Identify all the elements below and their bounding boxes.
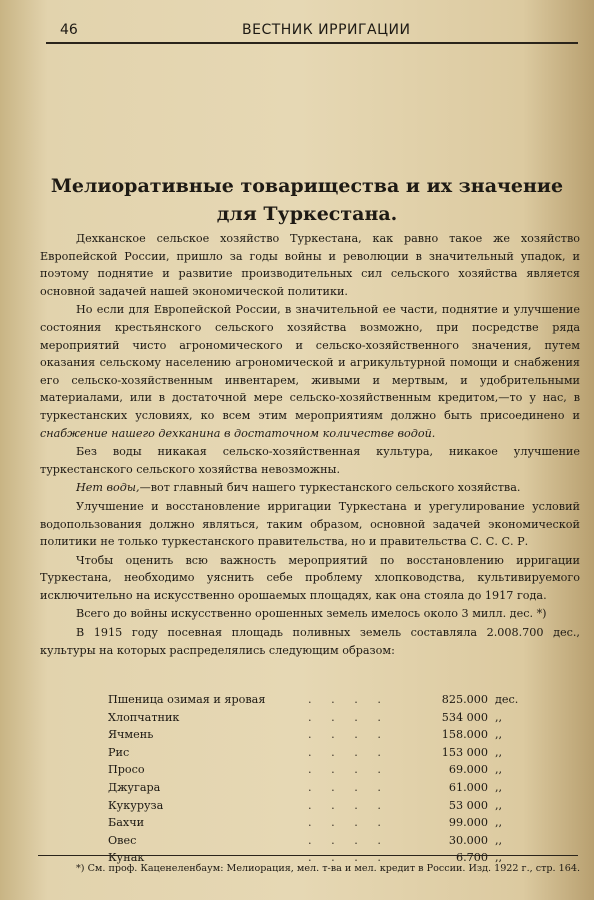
table-row: [108, 744, 528, 762]
running-header: [46, 20, 578, 44]
crop-name: Кукуруза: [108, 798, 164, 812]
leader-dots: . . . .: [308, 728, 389, 742]
table-row: [108, 761, 528, 779]
crop-unit: ,,: [495, 780, 503, 794]
leader-dots: . . . .: [308, 710, 389, 724]
paragraph-3: Без воды никакая сельско-хозяйственная культура, никакое улучшение туркестанского сельского хозяйства невозможны.: [40, 445, 580, 476]
paragraph-6: Чтобы оценить всю важность мероприятий по восстановлению ирригации Туркестана, необходимо уяснить себе проблему хлопководства, культивируемого исключительно на искусственно орошаемых площадях, как она стояла до 1917 года.: [40, 553, 580, 602]
crop-area: 30.000: [448, 833, 488, 847]
crop-name: Просо: [108, 763, 145, 777]
crop-unit: ,,: [495, 710, 503, 724]
crop-area: 53 000: [448, 798, 488, 812]
crop-area: 825.000: [441, 693, 488, 706]
paragraph-5: Улучшение и восстановление ирригации Туркестана и урегулирование условий водопользования должно являться, таким образом, основной задачей экономической политики не только туркестанского правительства, но и правительства С. С. С. Р.: [40, 499, 580, 549]
article-title-line-1: Мелиоративные товарищества и их значение: [50, 175, 564, 197]
leader-dots: . . . .: [308, 798, 389, 812]
leader-dots: . . . .: [308, 851, 389, 865]
table-row: [108, 709, 528, 727]
crop-name: Рис: [108, 745, 130, 759]
article-body: [40, 230, 580, 659]
article-title: [30, 172, 584, 228]
crop-area: 61.000: [448, 780, 488, 794]
journal-title: ВЕСТНИК ИРРИГАЦИИ: [242, 22, 411, 38]
article-title-line-2: для Туркестана.: [216, 203, 398, 225]
table-row: [108, 797, 528, 815]
paragraph-4-emphasis: Нет воды,: [76, 481, 140, 495]
crop-name: Пшеница озимая и яровая: [108, 693, 266, 706]
crop-area: 153 000: [441, 745, 488, 759]
crop-unit: ,,: [495, 851, 503, 865]
crop-name: Ячмень: [108, 728, 154, 742]
crop-unit: ,,: [495, 833, 503, 847]
crop-unit: ,,: [495, 816, 503, 830]
crop-unit: ,,: [495, 798, 503, 812]
footnote-divider: [38, 855, 578, 856]
crop-area: 6.700: [455, 851, 488, 865]
paragraph-4-text: —вот главный бич нашего туркестанского сельского хозяйства.: [139, 481, 521, 495]
leader-dots: . . . .: [308, 745, 389, 759]
crop-area: 534 000: [441, 710, 488, 724]
page-number: 46: [60, 22, 78, 38]
leader-dots: . . . .: [308, 763, 389, 777]
crop-area-table: [108, 691, 528, 867]
paragraph-7: Всего до войны искусственно орошенных земель имелось около 3 милл. дес. *): [76, 607, 547, 621]
paragraph-2-emphasis: снабжение нашего дехканина в достаточном количестве водой.: [40, 426, 436, 440]
paragraph-2-text: Но если для Европейской России, в значительной ее части, поднятие и улучшение состояния крестьянского сельского хозяйства возможно, при посредстве ряда мероприятий чисто агрономического и сельско-хозяйственного значения, путем оказания сельскому населению агрономической и агрикультурной помощи и снабжения его сельско-хозяйственным инвентарем, живыми и мертвым, и удобрительными материалами, или в достаточной мере сельско-хозяйственным кредитом,—то у нас, в туркестанских условиях, ко всем этим мероприятиям должно быть присоединено и: [40, 303, 580, 422]
leader-dots: . . . .: [308, 780, 389, 794]
crop-unit: ,,: [495, 728, 503, 742]
footnote: *) См. проф. Каценеленбаум: Мелиорация, мел. т-ва и мел. кредит в России. Изд. 1922 г., стр. 164.: [76, 863, 581, 874]
crop-area: 158.000: [441, 728, 488, 742]
leader-dots: . . . .: [308, 833, 389, 847]
crop-name: Джугара: [108, 780, 161, 794]
table-row: [108, 814, 528, 832]
crop-name: Бахчи: [108, 816, 145, 830]
paragraph-1: Дехканское сельское хозяйство Туркестана, как равно такое же хозяйство Европейской России, пришло за годы войны и революции в значительный упадок, и поэтому поднятие и развитие производительных сил сельского хозяйства является основной задачей нашей экономической политики.: [40, 232, 580, 298]
crop-unit: ,,: [495, 745, 503, 759]
paragraph-4: [40, 479, 580, 497]
paragraph-2: [40, 301, 580, 442]
crop-unit: дес.: [495, 693, 519, 706]
table-row: [108, 832, 528, 850]
leader-dots: . . . .: [308, 816, 389, 830]
crop-name: Хлопчатник: [108, 710, 180, 724]
table-row: [108, 726, 528, 744]
crop-area: 99.000: [448, 816, 488, 830]
leader-dots: . . . .: [308, 693, 389, 706]
table-row: [108, 779, 528, 797]
crop-area: 69.000: [448, 763, 488, 777]
crop-name: Овес: [108, 833, 137, 847]
table-row: [108, 691, 528, 709]
paragraph-8: В 1915 году посевная площадь поливных земель составляла 2.008.700 дес., культуры на которых распределялись следующим образом:: [40, 626, 580, 657]
crop-unit: ,,: [495, 763, 503, 777]
crop-name: Кунак: [108, 851, 145, 865]
